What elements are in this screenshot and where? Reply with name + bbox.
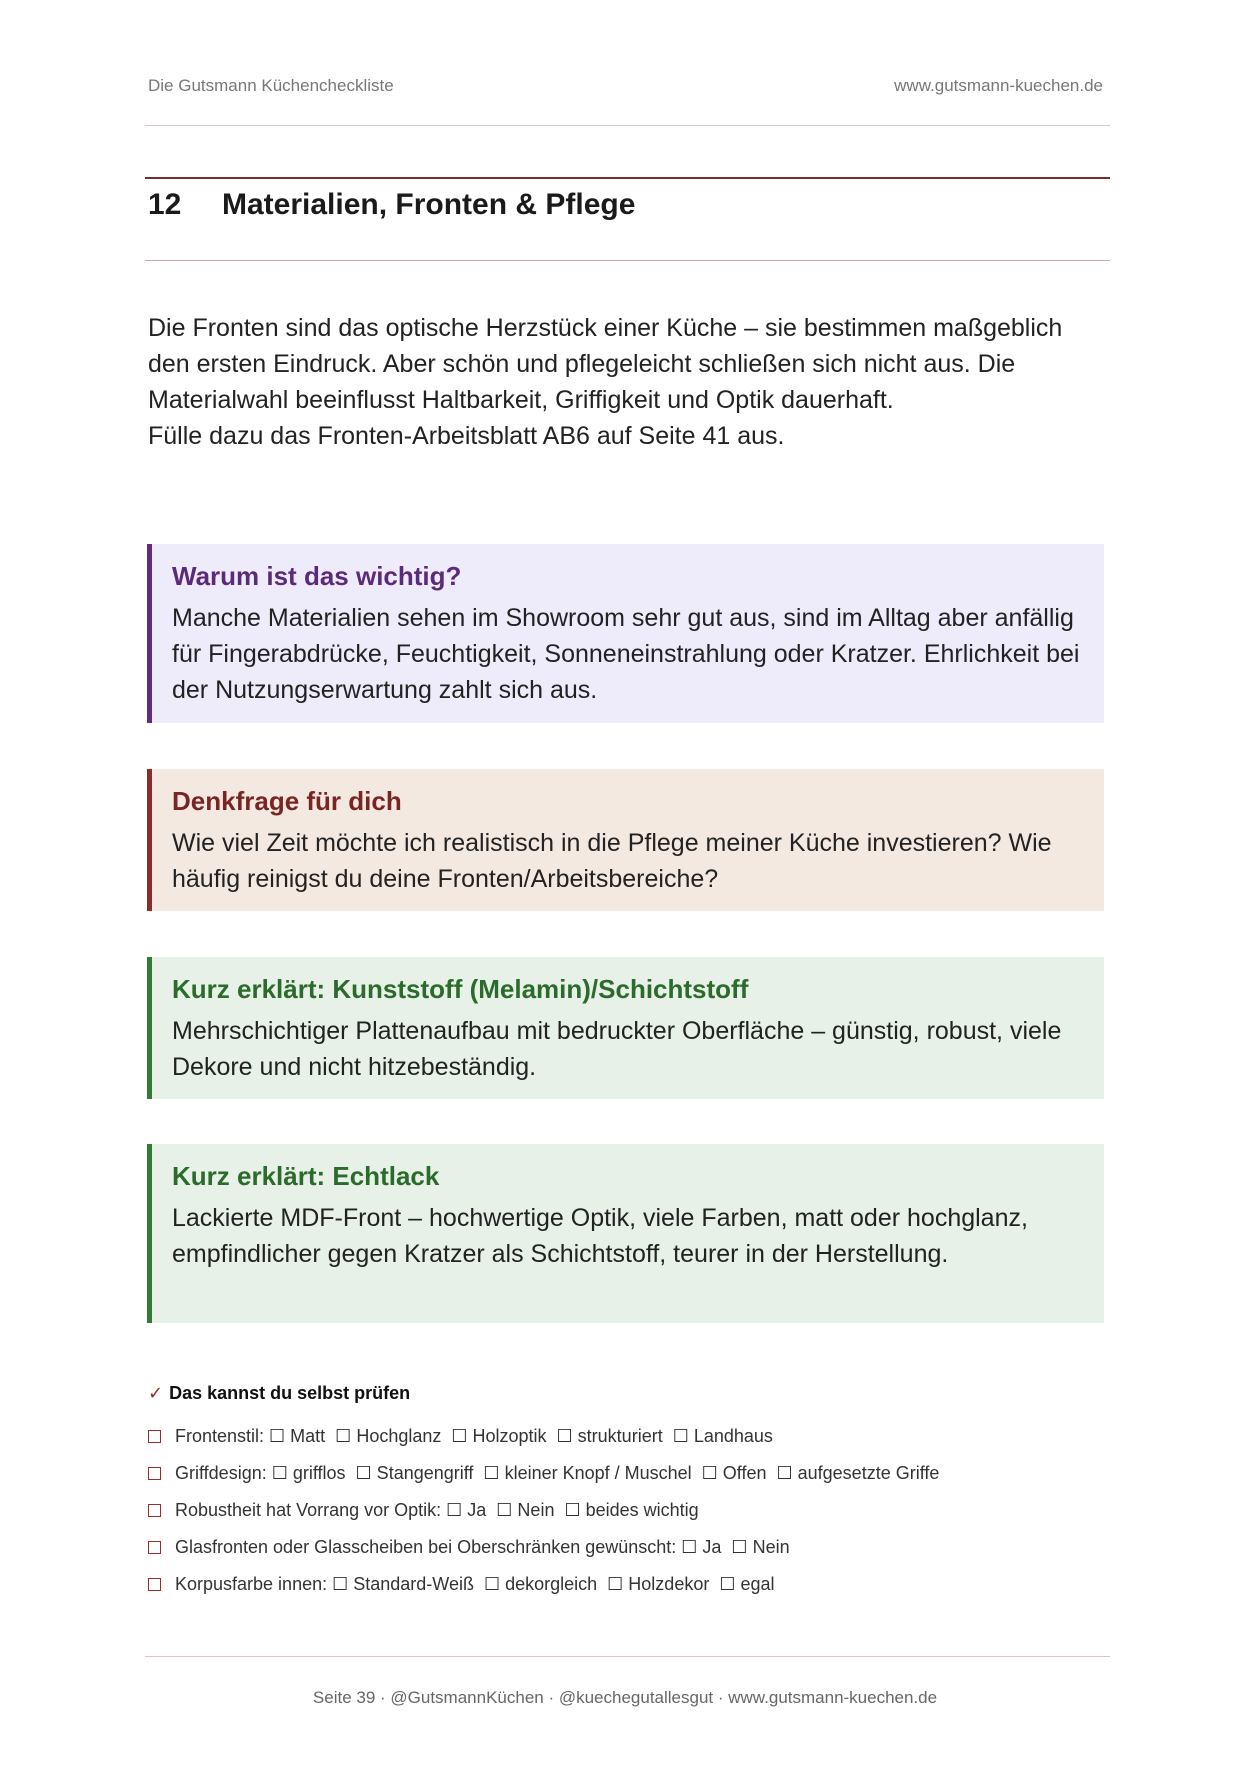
reflection-question-box: [147, 769, 1104, 911]
echtlack-explainer-title: Kurz erklärt: Echtlack: [172, 1161, 440, 1191]
checkbox-icon[interactable]: [148, 1578, 161, 1591]
checklist-item-text: Glasfronten oder Glasscheiben bei Oberschränken gewünscht: ☐ Ja ☐ Nein: [175, 1537, 790, 1557]
section-top-divider: [145, 177, 1110, 179]
section-bottom-divider: [145, 260, 1110, 261]
checkbox-icon[interactable]: [148, 1541, 161, 1554]
intro-paragraph: Die Fronten sind das optische Herzstück einer Küche – sie bestimmen maßgeblich den ersten Eindruck. Aber schön und pflegeleicht schließen sich nicht aus. Die Materialwahl beeinflusst Haltbarkeit, Griffigkeit und Optik dauerhaft.: [148, 314, 1063, 414]
checklist-heading: [148, 1383, 410, 1404]
intro-instruction: Fülle dazu das Fronten-Arbeitsblatt AB6 auf Seite 41 aus.: [148, 422, 785, 450]
checklist-item-text: Frontenstil: ☐ Matt ☐ Hochglanz ☐ Holzoptik ☐ strukturiert ☐ Landhaus: [175, 1426, 773, 1446]
why-important-box: [147, 544, 1104, 723]
checklist-item-griffdesign[interactable]: [148, 1455, 1108, 1492]
section-number: 12: [148, 188, 182, 221]
checkbox-icon[interactable]: [148, 1430, 161, 1443]
reflection-question-body: Wie viel Zeit möchte ich realistisch in die Pflege meiner Küche investieren? Wie häufig reinigst du deine Fronten/Arbeitsbereiche?: [172, 829, 1052, 893]
checklist-item-text: Robustheit hat Vorrang vor Optik: ☐ Ja ☐ Nein ☐ beides wichtig: [175, 1500, 699, 1520]
checklist-item-glasfronten[interactable]: [148, 1529, 1108, 1566]
kunststoff-explainer-box: [147, 957, 1104, 1099]
footer-divider: [145, 1656, 1110, 1657]
header-website: www.gutsmann-kuechen.de: [894, 76, 1103, 95]
checkbox-icon[interactable]: [148, 1467, 161, 1480]
header-title: Die Gutsmann Küchencheckliste: [148, 76, 394, 95]
checklist: [148, 1418, 1108, 1603]
echtlack-explainer-body: Lackierte MDF-Front – hochwertige Optik, viele Farben, matt oder hochglanz, empfindlicher gegen Kratzer als Schichtstoff, teurer in der Herstellung.: [172, 1204, 1028, 1268]
checkmark-icon: ✓: [148, 1383, 164, 1403]
checklist-item-frontenstil[interactable]: [148, 1418, 1108, 1455]
checklist-heading-text: Das kannst du selbst prüfen: [169, 1383, 411, 1403]
checklist-item-text: Griffdesign: ☐ grifflos ☐ Stangengriff ☐ kleiner Knopf / Muschel ☐ Offen ☐ aufgesetzte Griffe: [175, 1463, 940, 1483]
section-heading: [148, 188, 635, 222]
checklist-item-text: Korpusfarbe innen: ☐ Standard-Weiß ☐ dekorgleich ☐ Holzdekor ☐ egal: [175, 1574, 775, 1594]
checklist-item-robustheit[interactable]: [148, 1492, 1108, 1529]
intro-text: [148, 310, 1108, 454]
kunststoff-explainer-body: Mehrschichtiger Plattenaufbau mit bedruckter Oberfläche – günstig, robust, viele Dekore und nicht hitzebeständig.: [172, 1017, 1062, 1081]
echtlack-explainer-box: [147, 1144, 1104, 1323]
why-important-title: Warum ist das wichtig?: [172, 561, 462, 591]
why-important-body: Manche Materialien sehen im Showroom sehr gut aus, sind im Alltag aber anfällig für Fingerabdrücke, Feuchtigkeit, Sonneneinstrahlung oder Kratzer. Ehrlichkeit bei der Nutzungserwartung zahlt sich aus.: [172, 604, 1080, 704]
page-footer: Seite 39 · @GutsmannKüchen · @kuechegutallesgut · www.gutsmann-kuechen.de: [312, 1688, 938, 1707]
section-title: Materialien, Fronten & Pflege: [222, 188, 636, 221]
page-header: [148, 76, 1103, 98]
checkbox-icon[interactable]: [148, 1504, 161, 1517]
reflection-question-title: Denkfrage für dich: [172, 786, 402, 816]
checklist-item-korpusfarbe[interactable]: [148, 1566, 1108, 1603]
kunststoff-explainer-title: Kurz erklärt: Kunststoff (Melamin)/Schichtstoff: [172, 974, 749, 1004]
header-divider: [145, 125, 1110, 126]
